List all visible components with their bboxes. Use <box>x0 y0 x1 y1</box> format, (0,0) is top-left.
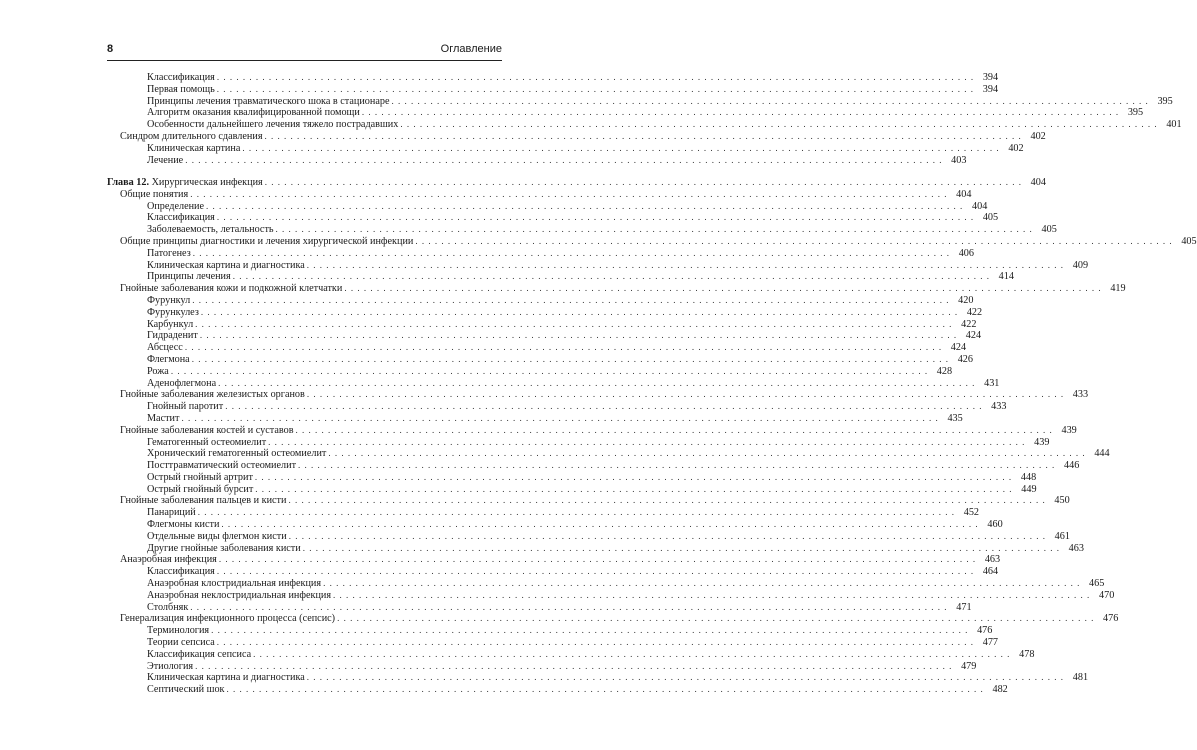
toc-entry-text: Этиология <box>147 660 194 672</box>
dot-leader <box>303 543 1060 555</box>
toc-page-number: 433 <box>1072 389 1089 401</box>
toc-entry-title <box>107 177 263 189</box>
toc-section-entry <box>107 495 1070 507</box>
toc-entry-text: Септический шок <box>147 684 225 696</box>
page-header <box>107 40 502 61</box>
toc-subsection-entry <box>107 542 1084 555</box>
toc-entry-text: Первая помощь <box>147 83 215 95</box>
toc-subsection-entry <box>107 365 953 378</box>
toc-page-number: 477 <box>982 637 999 649</box>
toc-entry-title <box>120 283 342 295</box>
toc-entry-text: Острый гнойный артрит <box>147 471 253 483</box>
dot-leader <box>195 319 952 331</box>
toc-entry-text: Острый гнойный бурсит <box>147 483 254 495</box>
toc-subsection-entry <box>107 601 972 614</box>
dot-leader <box>221 519 978 531</box>
toc-entry-text: Фурункулез <box>147 306 199 318</box>
toc-chapter-label: Глава 12. <box>107 176 150 188</box>
dot-leader <box>211 625 968 637</box>
toc-entry-text: Другие гнойные заболевания кисти <box>147 542 301 554</box>
toc-entry-text: Алгоритм оказания квалифицированной помощи <box>147 107 360 119</box>
toc-entry-text: Патогенез <box>147 247 191 259</box>
dot-leader <box>198 507 955 519</box>
toc-page-number: 471 <box>956 601 972 613</box>
dot-leader <box>333 590 1090 602</box>
toc-section-entry <box>107 424 1077 437</box>
toc-entry-title <box>147 354 190 366</box>
dot-leader <box>242 143 999 155</box>
dot-leader <box>268 437 1025 449</box>
dot-leader <box>217 566 974 578</box>
toc-subsection-entry <box>107 306 983 319</box>
toc-entry-text: Терминология <box>147 625 210 637</box>
toc-page-number: 409 <box>1072 259 1089 271</box>
toc-entry-title <box>147 319 193 331</box>
toc-page-number: 404 <box>956 188 972 200</box>
toc-entry-text: Гидраденит <box>147 330 198 342</box>
toc-entry-text: Принципы лечения травматического шока в стационаре <box>147 95 390 107</box>
toc-entry-title <box>147 212 215 224</box>
toc-subsection-entry <box>107 95 1173 108</box>
toc-subsection-entry <box>107 483 1037 496</box>
toc-entry-text: Гнойный паротит <box>147 401 224 413</box>
toc-chapter-entry <box>107 176 1046 189</box>
toc-entry-title <box>147 295 190 307</box>
toc-entry-title <box>147 531 287 543</box>
toc-subsection-entry <box>107 342 967 354</box>
toc-subsection-entry <box>107 154 967 167</box>
toc-subsection-entry <box>107 566 999 578</box>
dot-leader <box>181 413 938 425</box>
toc-page-number: 464 <box>982 566 999 578</box>
toc-subsection-entry <box>107 589 1115 602</box>
toc-page-number: 404 <box>1030 176 1046 188</box>
toc-page-number: 406 <box>958 247 974 259</box>
toc-subsection-entry <box>107 412 963 425</box>
toc-entry-title <box>120 495 286 507</box>
dot-leader <box>265 131 1022 143</box>
toc-page-number: 452 <box>963 507 980 519</box>
toc-entry-title <box>147 201 204 213</box>
toc-entry-title <box>147 566 215 578</box>
toc-entry-title <box>147 260 305 272</box>
toc-page-number: 404 <box>972 200 988 212</box>
toc-entry-title <box>147 119 398 131</box>
toc-page-number: 433 <box>991 401 1007 413</box>
toc-entry-title <box>147 460 296 472</box>
toc-page-number: 405 <box>982 212 999 224</box>
toc-entry-title <box>147 602 188 614</box>
toc-page-number: 482 <box>992 684 1008 696</box>
dot-leader <box>219 554 976 566</box>
dot-leader <box>190 189 947 201</box>
dot-leader <box>337 613 1094 625</box>
toc-page-number: 439 <box>1034 436 1050 448</box>
toc-page-number: 444 <box>1094 448 1110 460</box>
toc-subsection-entry <box>107 271 1014 283</box>
toc-section-entry <box>107 235 1197 248</box>
toc-section-entry <box>107 130 1046 143</box>
toc-page-number: 463 <box>984 554 1001 566</box>
toc-page-number: 405 <box>1041 224 1057 236</box>
toc-page-number: 395 <box>1127 107 1144 119</box>
toc-page-number: 424 <box>950 342 967 354</box>
dot-leader <box>233 271 990 283</box>
toc-entry-text: Абсцесс <box>147 342 183 354</box>
toc-entry-text: Генерализация инфекционного процесса (сепсис) <box>120 613 336 625</box>
toc-page-number: 465 <box>1089 578 1105 590</box>
toc-page-number: 449 <box>1021 483 1037 495</box>
toc-subsection-entry <box>107 448 1110 460</box>
toc-entry-text: Столбняк <box>147 601 189 613</box>
toc-entry-text: Анаэробная клостридиальная инфекция <box>147 578 322 590</box>
toc-entry-text: Отдельные виды флегмон кисти <box>147 530 287 542</box>
toc-entry-title <box>147 448 326 460</box>
toc-entry-text: Гнойные заболевания пальцев и кисти <box>120 495 287 507</box>
toc-entry-text: Фурункул <box>147 294 191 306</box>
toc-entry-text: Карбункул <box>147 318 194 330</box>
toc-subsection-entry <box>107 436 1050 449</box>
toc-entry-title <box>147 401 223 413</box>
toc-page-number: 476 <box>977 625 993 637</box>
toc-entry-title <box>147 330 198 342</box>
toc-subsection-entry <box>107 660 977 673</box>
toc-page-number: 463 <box>1068 542 1084 554</box>
toc-entry-text: Гнойные заболевания костей и суставов <box>120 424 294 436</box>
toc-entry-title <box>147 96 389 108</box>
toc-page-number: 394 <box>982 83 999 95</box>
toc-entry-title <box>147 625 209 637</box>
toc-section-entry <box>107 613 1119 625</box>
toc-subsection-entry <box>107 142 1024 155</box>
toc-page-number: 448 <box>1020 471 1037 483</box>
toc-page-number: 428 <box>936 365 953 377</box>
dot-leader <box>255 472 1012 484</box>
toc-subsection-entry <box>107 625 993 637</box>
dot-leader <box>193 248 950 260</box>
toc-subsection-entry <box>107 107 1144 119</box>
toc-page-number: 395 <box>1157 95 1173 107</box>
toc-page-number: 402 <box>1008 142 1024 154</box>
dot-leader <box>227 684 984 696</box>
toc-entry-title <box>147 661 193 673</box>
toc-page-number: 470 <box>1099 589 1115 601</box>
toc-entry-text: Панариций <box>147 507 196 519</box>
toc-subsection-entry <box>107 83 999 96</box>
toc-entry-title <box>147 271 231 283</box>
dot-leader <box>253 649 1010 661</box>
toc-page-number: 450 <box>1054 495 1070 507</box>
toc-page-number: 401 <box>1166 119 1182 131</box>
toc-subsection-entry <box>107 377 1000 390</box>
toc-entry-text: Флегмона <box>147 353 190 365</box>
toc-page-number: 439 <box>1061 424 1077 436</box>
dot-leader <box>307 260 1064 272</box>
toc-page-number: 420 <box>958 294 974 306</box>
toc-entry-title <box>147 366 169 378</box>
toc-entry-title <box>120 131 263 143</box>
toc-subsection-entry <box>107 684 1008 696</box>
dot-leader <box>185 342 942 354</box>
toc-entry-title <box>120 189 188 201</box>
dot-leader <box>307 672 1064 684</box>
dot-leader <box>218 378 975 390</box>
toc-entry-title <box>147 437 266 449</box>
toc-subsection-entry <box>107 672 1089 684</box>
toc-entry-text: Флегмоны кисти <box>147 519 220 531</box>
dot-leader <box>225 401 982 413</box>
toc-entry-title <box>120 613 335 625</box>
toc-entry-text: Анаэробная инфекция <box>120 554 217 566</box>
toc-entry-title <box>147 342 183 354</box>
toc-subsection-entry <box>107 224 1057 236</box>
toc-page-number: 476 <box>1103 613 1119 625</box>
toc-entry-text: Лечение <box>147 154 184 166</box>
toc-entry-text: Синдром длительного сдавления <box>120 130 263 142</box>
dot-leader <box>195 661 952 673</box>
toc-page-number: 460 <box>987 519 1003 531</box>
toc-entry-title <box>147 578 321 590</box>
toc-subsection-entry <box>107 294 974 307</box>
toc-subsection-entry <box>107 471 1037 484</box>
dot-leader <box>171 366 928 378</box>
toc-entry-title <box>147 72 215 84</box>
toc-entry-title <box>147 543 301 555</box>
toc-entry-text: Клиническая картина и диагностика <box>147 259 305 271</box>
toc-entry-text: Клиническая картина и диагностика <box>147 672 305 684</box>
toc-entry-title <box>147 672 305 684</box>
toc-entry-text: Теории сепсиса <box>147 637 215 649</box>
toc-page-number: 446 <box>1064 460 1080 472</box>
toc-entry-text: Анаэробная неклостридиальная инфекция <box>147 589 332 601</box>
toc-entry-title <box>147 107 360 119</box>
dot-leader <box>201 307 958 319</box>
toc-entry-title <box>147 224 274 236</box>
dot-leader <box>217 212 974 224</box>
toc-subsection-entry <box>107 460 1080 472</box>
dot-leader <box>298 460 1055 472</box>
dot-leader <box>288 495 1045 507</box>
dot-leader <box>217 72 974 84</box>
dot-leader <box>415 236 1172 248</box>
toc-entry-title <box>147 248 191 260</box>
toc-entry-title <box>147 155 183 167</box>
toc-subsection-entry <box>107 212 999 224</box>
toc-entry-text: Мастит <box>147 412 180 424</box>
toc-page-number: 479 <box>961 660 977 672</box>
toc-section-entry <box>107 389 1089 401</box>
toc-entry-text: Классификация сепсиса <box>147 648 252 660</box>
dot-leader <box>400 119 1157 131</box>
toc-subsection-entry <box>107 247 974 260</box>
toc-entry-text: Гнойные заболевания железистых органов <box>120 389 305 401</box>
toc-entry-title <box>120 554 217 566</box>
table-of-contents <box>107 72 1197 696</box>
toc-page-number: 402 <box>1030 130 1046 142</box>
toc-subsection-entry <box>107 119 1182 131</box>
dot-leader <box>217 637 974 649</box>
toc-section-entry <box>107 188 972 201</box>
toc-subsection-entry <box>107 330 982 342</box>
toc-page-number: 481 <box>1072 672 1089 684</box>
toc-entry-title <box>147 307 199 319</box>
toc-page-number: 414 <box>998 271 1014 283</box>
toc-subsection-entry <box>107 200 988 213</box>
page-number: 8 <box>107 43 114 55</box>
toc-subsection-entry <box>107 637 999 649</box>
toc-entry-text: Классификация <box>147 566 215 578</box>
toc-entry-title <box>120 425 294 437</box>
dot-leader <box>255 484 1012 496</box>
toc-entry-text: Гнойные заболевания кожи и подкожной клетчатки <box>120 283 343 295</box>
toc-entry-title <box>120 389 305 401</box>
toc-subsection-entry <box>107 648 1035 661</box>
toc-page-number: 422 <box>966 306 983 318</box>
toc-subsection-entry <box>107 578 1105 590</box>
dot-leader <box>206 201 963 213</box>
dot-leader <box>265 177 1022 189</box>
toc-entry-text: Принципы лечения <box>147 271 231 283</box>
dot-leader <box>289 531 1046 543</box>
toc-entry-text: Общие принципы диагностики и лечения хирургической инфекции <box>120 235 414 247</box>
toc-subsection-entry <box>107 530 1070 543</box>
toc-page-number: 405 <box>1181 235 1197 247</box>
toc-entry-title <box>147 684 225 696</box>
toc-page-number: 435 <box>947 412 963 424</box>
dot-leader <box>217 84 974 96</box>
toc-subsection-entry <box>107 519 1003 531</box>
toc-entry-title <box>147 378 216 390</box>
dot-leader <box>362 107 1119 119</box>
toc-entry-title <box>120 236 413 248</box>
toc-entry-title <box>147 143 240 155</box>
toc-entry-text: Хронический гематогенный остеомиелит <box>147 448 327 460</box>
toc-section-entry <box>107 554 1001 566</box>
toc-entry-text: Общие понятия <box>120 188 189 200</box>
section-title: Оглавление <box>440 43 502 55</box>
toc-entry-text: Классификация <box>147 72 215 83</box>
dot-leader <box>296 425 1053 437</box>
toc-page-number: 426 <box>957 353 973 365</box>
dot-leader <box>323 578 1080 590</box>
dot-leader <box>200 330 957 342</box>
dot-leader <box>307 389 1064 401</box>
dot-leader <box>192 354 949 366</box>
toc-subsection-entry <box>107 507 980 519</box>
toc-page-number: 403 <box>951 154 967 166</box>
toc-page-number: 461 <box>1054 530 1070 542</box>
toc-entry-title <box>147 413 179 425</box>
toc-entry-title <box>147 472 253 484</box>
toc-entry-title <box>147 84 215 96</box>
dot-leader <box>190 602 947 614</box>
toc-entry-title <box>147 590 331 602</box>
toc-entry-text: Клиническая картина <box>147 142 241 154</box>
toc-entry-text: Определение <box>147 200 205 212</box>
toc-subsection-entry <box>107 72 999 84</box>
toc-entry-text: Рожа <box>147 365 169 377</box>
toc-entry-title <box>147 649 251 661</box>
toc-section-entry <box>107 283 1126 295</box>
toc-entry-text: Хирургическая инфекция <box>149 176 263 188</box>
toc-subsection-entry <box>107 401 1007 413</box>
toc-entry-text: Посттравматический остеомиелит <box>147 460 297 472</box>
toc-entry-title <box>147 637 215 649</box>
toc-page-number: 478 <box>1019 648 1035 660</box>
toc-page-number: 422 <box>961 318 977 330</box>
toc-subsection-entry <box>107 353 973 366</box>
toc-page-number: 424 <box>965 330 982 342</box>
toc-subsection-entry <box>107 318 977 331</box>
toc-page-number: 431 <box>984 377 1000 389</box>
dot-leader <box>391 96 1148 108</box>
dot-leader <box>276 224 1033 236</box>
toc-entry-title <box>147 507 196 519</box>
toc-page-number: 394 <box>982 72 999 83</box>
dot-leader <box>192 295 949 307</box>
toc-subsection-entry <box>107 259 1089 272</box>
dot-leader <box>328 448 1085 460</box>
toc-entry-text: Аденофлегмона <box>147 377 217 389</box>
toc-entry-text: Заболеваемость, летальность <box>147 224 274 236</box>
dot-leader <box>185 155 942 167</box>
toc-entry-text: Гематогенный остеомиелит <box>147 436 267 448</box>
toc-entry-title <box>147 484 253 496</box>
toc-entry-text: Особенности дальнейшего лечения тяжело пострадавших <box>147 119 399 131</box>
toc-entry-title <box>147 519 219 531</box>
toc-entry-text: Классификация <box>147 212 215 224</box>
toc-page-number: 419 <box>1110 283 1126 295</box>
dot-leader <box>344 283 1101 295</box>
